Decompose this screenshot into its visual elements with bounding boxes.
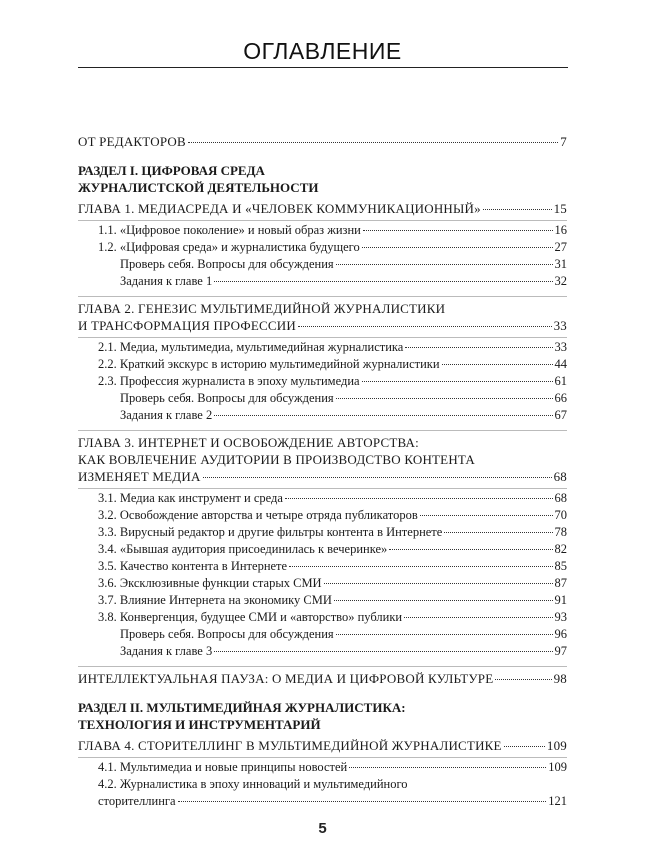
toc-entry-label: 2.1. Медиа, мультимедиа, мультимедийная журналистика (98, 340, 404, 354)
toc-page-number: 98 (553, 671, 567, 686)
chapter-heading-line: ГЛАВА 3. ИНТЕРНЕТ И ОСВОБОЖДЕНИЕ АВТОРСТВА: (78, 435, 419, 450)
toc-entry-label: Задания к главе 3 (120, 644, 213, 658)
chapter-1-items (78, 220, 567, 290)
toc-entry-label: 2.3. Профессия журналиста в эпоху мультимедиа (98, 374, 360, 388)
toc-entry-label: 3.5. Качество контента в Интернете (98, 559, 288, 573)
toc-entry-intellectual-pause[interactable] (78, 670, 567, 687)
toc-entry-label: 3.4. «Бывшая аудитория присоединилась к вечеринке» (98, 542, 388, 556)
toc-entry-section[interactable] (78, 222, 567, 239)
leader-dots (504, 746, 545, 747)
leader-dots (363, 230, 553, 231)
part-heading-line: ЖУРНАЛИСТСКОЙ ДЕЯТЕЛЬНОСТИ (78, 180, 319, 195)
part-heading-line: РАЗДЕЛ II. МУЛЬТИМЕДИЙНАЯ ЖУРНАЛИСТИКА: (78, 700, 406, 715)
leader-dots (336, 634, 553, 635)
toc-entry-label: ИНТЕЛЛЕКТУАЛЬНАЯ ПАУЗА: О МЕДИА И ЦИФРОВОЙ КУЛЬТУРЕ (78, 671, 494, 686)
toc-page-number: 87 (554, 576, 567, 590)
toc-entry-editors[interactable] (78, 133, 567, 150)
chapter-heading-line: КАК ВОВЛЕЧЕНИЕ АУДИТОРИИ В ПРОИЗВОДСТВО КОНТЕНТА (78, 452, 475, 467)
leader-dots (420, 515, 553, 516)
toc-page-number: 44 (554, 357, 567, 371)
toc-page-number: 70 (554, 508, 567, 522)
chapter-2-group (78, 296, 567, 424)
toc-entry-label: 3.6. Эксклюзивные функции старых СМИ (98, 576, 322, 590)
toc-page-number: 121 (548, 794, 567, 808)
toc-entry-label: ИЗМЕНЯЕТ МЕДИА (78, 469, 201, 484)
toc-page-number: 68 (554, 491, 567, 505)
leader-dots (442, 364, 553, 365)
leader-dots (178, 801, 547, 802)
toc-page-number: 33 (553, 318, 567, 333)
leader-dots (483, 209, 552, 210)
chapter-2-items (78, 337, 567, 424)
toc-entry-label: 4.1. Мультимедиа и новые принципы новостей (98, 760, 348, 774)
part-2-heading (78, 699, 567, 733)
toc-entry-chapter-3[interactable] (78, 468, 567, 485)
pause-group (78, 666, 567, 687)
toc-entry-label: 3.1. Медиа как инструмент и среда (98, 491, 283, 505)
leader-dots (188, 142, 558, 143)
toc-entry-review[interactable] (78, 256, 567, 273)
part-heading-line: РАЗДЕЛ I. ЦИФРОВАЯ СРЕДА (78, 163, 265, 178)
toc-page-number: 82 (554, 542, 567, 556)
toc-page-number: 85 (554, 559, 567, 573)
leader-dots (405, 347, 552, 348)
toc-page-number: 66 (554, 391, 567, 405)
leader-dots (203, 477, 552, 478)
toc-page-number: 27 (554, 240, 567, 254)
leader-dots (362, 381, 553, 382)
toc-entry-section[interactable] (78, 373, 567, 390)
toc-entry-label: Задания к главе 1 (120, 274, 213, 288)
toc-page-number: 15 (553, 201, 567, 216)
toc-page-number: 109 (548, 760, 567, 774)
toc-entry-section[interactable] (78, 524, 567, 541)
part-1-heading (78, 162, 567, 196)
leader-dots (336, 264, 553, 265)
toc-page-number: 93 (554, 610, 567, 624)
toc-entry-chapter-2[interactable] (78, 317, 567, 334)
toc-page-number: 7 (560, 134, 567, 149)
toc-page-number: 31 (554, 257, 567, 271)
leader-dots (214, 281, 552, 282)
chapter-heading-line: ГЛАВА 2. ГЕНЕЗИС МУЛЬТИМЕДИЙНОЙ ЖУРНАЛИСТИКИ (78, 301, 446, 316)
toc-entry-section[interactable] (78, 339, 567, 356)
leader-dots (334, 600, 553, 601)
toc-entry-assignments[interactable] (78, 643, 567, 660)
toc-entry-label: сторителлинга (98, 794, 176, 808)
toc-entry-label: 3.3. Вирусный редактор и другие фильтры контента в Интернете (98, 525, 443, 539)
leader-dots (336, 398, 553, 399)
toc-entry-label: 3.8. Конвергенция, будущее СМИ и «авторство» публики (98, 610, 403, 624)
page-number: 5 (318, 820, 327, 837)
toc-page-number: 32 (554, 274, 567, 288)
toc-entry-label: Проверь себя. Вопросы для обсуждения (120, 257, 334, 271)
title-rule (78, 67, 568, 68)
leader-dots (349, 767, 546, 768)
toc-page-number: 67 (554, 408, 567, 422)
toc-entry-section[interactable] (78, 759, 567, 776)
chapter-4-items (78, 757, 567, 810)
toc-page-number: 78 (554, 525, 567, 539)
toc-page-number: 33 (554, 340, 567, 354)
toc-entry-section[interactable] (78, 239, 567, 256)
toc-entry-section[interactable] (78, 592, 567, 609)
toc-entry-chapter-1[interactable] (78, 200, 567, 217)
toc-entry-section[interactable] (78, 558, 567, 575)
leader-dots (289, 566, 552, 567)
toc-entry-section[interactable] (78, 541, 567, 558)
toc-entry-label: Проверь себя. Вопросы для обсуждения (120, 627, 334, 641)
leader-dots (214, 651, 552, 652)
toc-entry-section[interactable] (78, 507, 567, 524)
toc-entry-label: ОТ РЕДАКТОРОВ (78, 134, 186, 149)
leader-dots (362, 247, 553, 248)
page-title: ОГЛАВЛЕНИЕ (243, 38, 402, 64)
toc-entry-assignments[interactable] (78, 407, 567, 424)
toc-entry-label: Проверь себя. Вопросы для обсуждения (120, 391, 334, 405)
leader-dots (495, 679, 551, 680)
leader-dots (404, 617, 552, 618)
leader-dots (298, 326, 552, 327)
section-heading-line: 4.2. Журналистика в эпоху инноваций и мультимедийного (98, 777, 408, 791)
toc-entry-label: ГЛАВА 4. СТОРИТЕЛЛИНГ В МУЛЬТИМЕДИЙНОЙ ЖУРНАЛИСТИКЕ (78, 738, 502, 753)
toc-entry-label: 1.1. «Цифровое поколение» и новый образ жизни (98, 223, 361, 237)
toc-entry-chapter-4[interactable] (78, 737, 567, 754)
leader-dots (285, 498, 553, 499)
chapter-4-group (78, 737, 567, 810)
part-heading-line: ТЕХНОЛОГИЯ И ИНСТРУМЕНТАРИЙ (78, 717, 321, 732)
toc-page-number: 68 (553, 469, 567, 484)
toc-entry-label: 3.2. Освобождение авторства и четыре отряда публикаторов (98, 508, 418, 522)
toc-entry-label: Задания к главе 2 (120, 408, 213, 422)
toc-entry-review[interactable] (78, 390, 567, 407)
toc-page-number: 96 (554, 627, 567, 641)
toc-page-number: 109 (546, 738, 567, 753)
leader-dots (214, 415, 552, 416)
toc-page-number: 61 (554, 374, 567, 388)
toc-entry-section[interactable] (78, 609, 567, 626)
toc-entry-label: И ТРАНСФОРМАЦИЯ ПРОФЕССИИ (78, 318, 296, 333)
toc-entry-section[interactable] (78, 793, 567, 810)
toc-page-number: 91 (554, 593, 567, 607)
toc-page-number: 97 (554, 644, 567, 658)
table-of-contents (78, 133, 567, 810)
chapter-3-group (78, 430, 567, 660)
toc-entry-section[interactable] (78, 356, 567, 373)
leader-dots (444, 532, 552, 533)
toc-page-number: 16 (554, 223, 567, 237)
toc-entry-section[interactable] (78, 575, 567, 592)
toc-entry-label: ГЛАВА 1. МЕДИАСРЕДА И «ЧЕЛОВЕК КОММУНИКАЦИОННЫЙ» (78, 201, 481, 216)
toc-entry-section[interactable] (78, 490, 567, 507)
leader-dots (389, 549, 552, 550)
chapter-1-group (78, 200, 567, 290)
toc-entry-assignments[interactable] (78, 273, 567, 290)
toc-entry-label: 2.2. Краткий экскурс в историю мультимедийной журналистики (98, 357, 440, 371)
leader-dots (324, 583, 553, 584)
toc-entry-review[interactable] (78, 626, 567, 643)
chapter-3-items (78, 488, 567, 660)
toc-entry-label: 3.7. Влияние Интернета на экономику СМИ (98, 593, 332, 607)
toc-entry-label: 1.2. «Цифровая среда» и журналистика будущего (98, 240, 360, 254)
